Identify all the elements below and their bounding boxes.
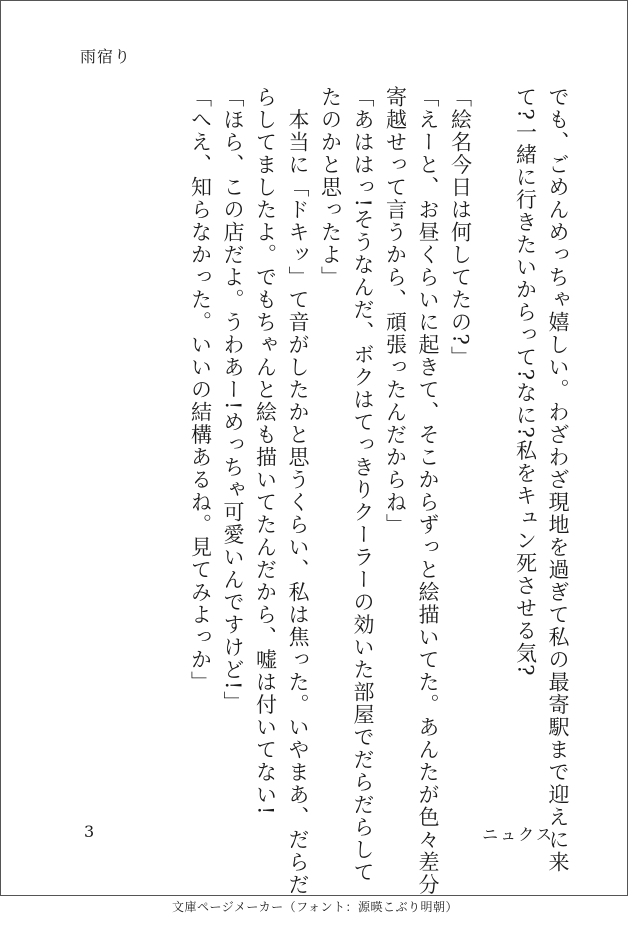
running-title: 雨宿り	[80, 47, 132, 66]
text-line: らしてましたよ。でもちゃんと絵も描いてたんだから、嘘は付いてない!	[253, 86, 278, 816]
text-line: 「絵名今日は何してたの?」	[448, 86, 473, 369]
page-number: 3	[84, 822, 95, 841]
text-line: でも、ごめんめっちゃ嬉しい。わざわざ現地を過ぎて私の最寄駅まで迎えに来	[546, 86, 570, 874]
text-line: 本当に「ドキッ」て音がしたかと思うくらい、私は焦った。いやまあ、だらだ	[286, 86, 310, 896]
text-line: 寄越せって言うから、頑張ったんだからね」	[383, 86, 408, 536]
text-line: たのかと思ったよ」	[318, 86, 343, 289]
author-name: ニュクス	[482, 825, 554, 844]
text-line: 「へえ、知らなかった。いいの結構あるね。見てみよっか」	[188, 86, 213, 694]
text-line: て?一緒に行きたいからって?なに?私をキュン死させる気?	[513, 86, 538, 678]
text-line: 「あははっ!そうなんだ、ボクはてっきりクーラーの効いた部屋でだらだらして	[351, 86, 375, 884]
blank-line	[477, 86, 510, 746]
generator-credit: 文庫ページメーカー（フォント：源暎こぶり明朝）	[171, 900, 459, 914]
text-line: 「えーと、お昼くらいに起きて、そこからずっと絵描いてた。あんたが色々差分	[416, 86, 440, 896]
text-line: 「ほら、この店だよ。うわあー!めっちゃ可愛いんですけど!」	[221, 86, 245, 714]
